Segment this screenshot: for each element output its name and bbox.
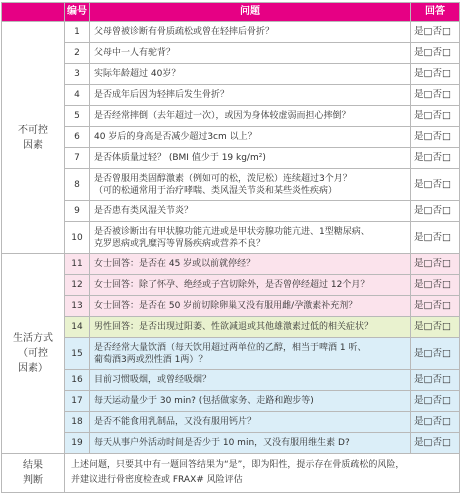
- row-question: 女士回答：是否在 45 岁或以前就停经？: [90, 254, 411, 275]
- header-category: [2, 3, 65, 22]
- table-row: [2, 412, 460, 433]
- table-row: [2, 43, 460, 64]
- row-question: 女士回答：是否在 50 岁前切除卵巢又没有服用雌/孕激素补充剂？: [90, 296, 411, 317]
- row-number: 15: [65, 338, 90, 370]
- answer-yes-no[interactable]: 是□否□: [411, 391, 460, 412]
- table-row: [2, 338, 460, 370]
- row-question: 是否成年后因为轻摔后发生骨折？: [90, 85, 411, 106]
- answer-yes-no[interactable]: 是□否□: [411, 222, 460, 254]
- category-lifestyle: [2, 254, 65, 454]
- row-number: 4: [65, 85, 90, 106]
- table-row: [2, 201, 460, 222]
- row-question: 每天从事户外活动时间是否少于 10 min，又没有服用维生素 D?: [90, 433, 411, 454]
- answer-yes-no[interactable]: 是□否□: [411, 106, 460, 127]
- table-row: [2, 148, 460, 169]
- answer-yes-no[interactable]: 是□否□: [411, 22, 460, 43]
- row-number: 13: [65, 296, 90, 317]
- result-description: 上述问题，只要其中有一题回答结果为“是”，即为阳性，提示存在骨质疏松的风险， 并建议进行骨密度检查或 FRAX# 风险评估: [65, 454, 460, 493]
- row-number: 18: [65, 412, 90, 433]
- table-row: [2, 64, 460, 85]
- table-row: [2, 85, 460, 106]
- table-row: [2, 370, 460, 391]
- table-row: [2, 106, 460, 127]
- category-lifestyle-label: 生活方式 （可控 因素）: [13, 333, 53, 374]
- table-row: [2, 275, 460, 296]
- row-question: 是否体质量过轻？ (BMI 值少于 19 kg/m²): [90, 148, 411, 169]
- row-number: 16: [65, 370, 90, 391]
- table-row: [2, 391, 460, 412]
- header-answer: 回答: [411, 3, 460, 22]
- osteoporosis-risk-table-wrap: [1, 2, 459, 493]
- answer-yes-no[interactable]: 是□否□: [411, 296, 460, 317]
- answer-yes-no[interactable]: 是□否□: [411, 433, 460, 454]
- table-row: [2, 127, 460, 148]
- row-question: 是否不能食用乳制品，又没有服用钙片？: [90, 412, 411, 433]
- row-question: 是否经常摔倒（去年超过一次），或因为身体较虚弱而担心摔倒？: [90, 106, 411, 127]
- row-question: 是否曾服用类固醇激素（例如可的松，泼尼松）连续超过3个月？ （可的松通常用于治疗哮喘、类风湿关节炎和某些炎性疾病）: [90, 169, 411, 201]
- row-number: 19: [65, 433, 90, 454]
- row-number: 12: [65, 275, 90, 296]
- row-number: 5: [65, 106, 90, 127]
- category-uncontrollable-label: 不可控 因素: [18, 124, 48, 151]
- answer-yes-no[interactable]: 是□否□: [411, 338, 460, 370]
- table-row: [2, 317, 460, 338]
- category-result: [2, 454, 65, 493]
- row-number: 8: [65, 169, 90, 201]
- header-question: 问题: [90, 3, 411, 22]
- answer-yes-no[interactable]: 是□否□: [411, 127, 460, 148]
- row-question: 是否患有类风湿关节炎？: [90, 201, 411, 222]
- table-row: [2, 433, 460, 454]
- row-question: 父母曾被诊断有骨质疏松或曾在轻摔后骨折？: [90, 22, 411, 43]
- row-number: 2: [65, 43, 90, 64]
- row-number: 3: [65, 64, 90, 85]
- answer-yes-no[interactable]: 是□否□: [411, 412, 460, 433]
- row-number: 9: [65, 201, 90, 222]
- header-number: 编号: [65, 3, 90, 22]
- result-row: [2, 454, 460, 493]
- answer-yes-no[interactable]: 是□否□: [411, 370, 460, 391]
- answer-yes-no[interactable]: 是□否□: [411, 43, 460, 64]
- answer-yes-no[interactable]: 是□否□: [411, 148, 460, 169]
- answer-yes-no[interactable]: 是□否□: [411, 169, 460, 201]
- row-question: 是否经常大量饮酒（每天饮用超过两单位的乙醇，相当于啤酒 1 听、 葡萄酒3两或烈性酒 1两）？: [90, 338, 411, 370]
- row-question: 男性回答：是否出现过阳萎、性欲减退或其他雄激素过低的相关症状？: [90, 317, 411, 338]
- row-number: 11: [65, 254, 90, 275]
- answer-yes-no[interactable]: 是□否□: [411, 317, 460, 338]
- row-number: 7: [65, 148, 90, 169]
- row-question: 是否被诊断出有甲状腺功能亢进或是甲状旁腺功能亢进、1型糖尿病、 克罗恩病或乳糜泻等胃肠疾病或营养不良？: [90, 222, 411, 254]
- row-number: 6: [65, 127, 90, 148]
- row-question: 40 岁后的身高是否减少超过3cm 以上？: [90, 127, 411, 148]
- answer-yes-no[interactable]: 是□否□: [411, 64, 460, 85]
- category-uncontrollable: [2, 22, 65, 254]
- answer-yes-no[interactable]: 是□否□: [411, 275, 460, 296]
- answer-yes-no[interactable]: 是□否□: [411, 201, 460, 222]
- row-question: 实际年龄超过 40岁？: [90, 64, 411, 85]
- row-number: 10: [65, 222, 90, 254]
- table-row: [2, 222, 460, 254]
- row-question: 父母中一人有驼背？: [90, 43, 411, 64]
- answer-yes-no[interactable]: 是□否□: [411, 254, 460, 275]
- row-question: 女士回答：除了怀孕、绝经或子宫切除外，是否曾停经超过 12个月？: [90, 275, 411, 296]
- table-row: [2, 296, 460, 317]
- category-result-label: 结果 判断: [23, 460, 43, 486]
- row-question: 目前习惯吸烟，或曾经吸烟？: [90, 370, 411, 391]
- row-number: 17: [65, 391, 90, 412]
- table-row: [2, 169, 460, 201]
- answer-yes-no[interactable]: 是□否□: [411, 85, 460, 106]
- table-row: [2, 22, 460, 43]
- osteoporosis-risk-table: [1, 2, 460, 493]
- row-question: 每天运动量少于 30 min? (包括做家务、走路和跑步等): [90, 391, 411, 412]
- row-number: 14: [65, 317, 90, 338]
- header-row: [2, 3, 460, 22]
- table-row: [2, 254, 460, 275]
- row-number: 1: [65, 22, 90, 43]
